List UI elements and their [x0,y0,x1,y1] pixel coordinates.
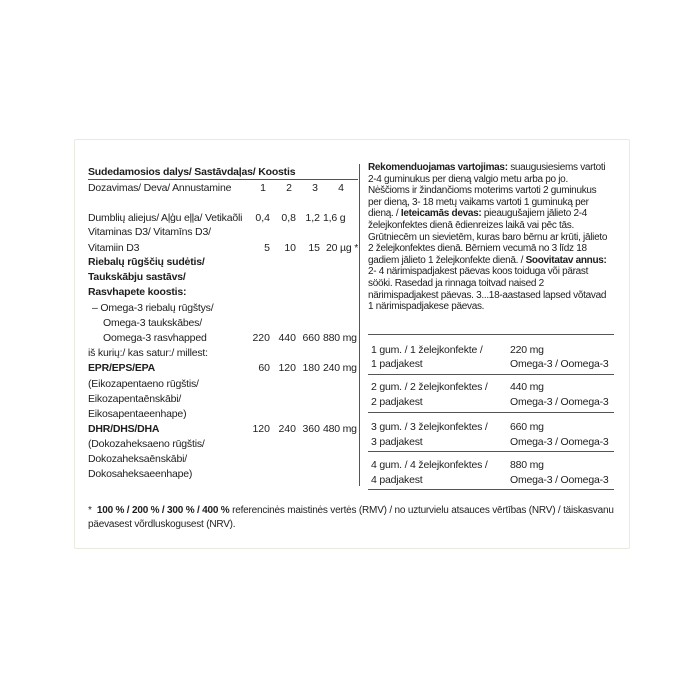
omega3-val-2: 440 [278,332,296,344]
footnote-text: referencinės maistinės vertės (RMV) / no uzturvielu atsauces vērtības (NRV) / täiskasvanu päevasest võrdluskogusest (NRV). [88,505,614,530]
algae-val-4: 1,6 g [323,212,346,224]
omega3-val-3: 660 [302,332,320,344]
epa-name-lv: Eikozapentaēnskābi/ [88,393,182,405]
fatty-acids-label-et: Rasvhapete koostis: [88,286,187,298]
vitd-val-3: 15 [308,242,320,254]
footnote-star: * [88,505,92,516]
recommend-heading-lv: Ieteicamās devas: [400,208,482,220]
dha-name-lt: (Dokozaheksaeno rūgštis/ [88,438,205,450]
dose-row-2-type: Omega-3 / Oomega-3 [510,396,609,408]
epa-label: EPR/EPS/EPA [88,362,156,374]
vitamin-d3-label-et: Vitamiin D3 [88,242,140,254]
dha-label: DHR/DHS/DHA [88,423,160,435]
epa-val-2: 120 [278,362,296,374]
dose-col-3: 3 [312,182,318,194]
dose-label: Dozavimas/ Deva/ Annustamine [88,182,232,194]
dha-name-lv: Dokozaheksaēnskābi/ [88,453,187,465]
omega3-label-lt: – Omega-3 riebalų rūgštys/ [92,302,214,314]
omega3-label-lv: Omega-3 taukskābes/ [103,317,202,329]
dose-col-2: 2 [286,182,292,194]
fatty-acids-label-lt: Riebalų rūgščių sudėtis/ [88,256,205,268]
fatty-acids-label-lv: Taukskābju sastāvs/ [88,271,186,283]
dose-row-1-type: Omega-3 / Oomega-3 [510,358,609,370]
dose-table-bottom-rule [368,489,614,490]
dose-row-3-type: Omega-3 / Oomega-3 [510,436,609,448]
dose-row-2-amount: 440 mg [510,381,544,393]
algae-oil-label: Dumblių aliejus/ Aļģu eļļa/ Vetikaõli [88,212,243,224]
vitd-val-2: 10 [284,242,296,254]
title-divider [88,179,358,180]
algae-val-1: 0,4 [255,212,270,224]
dose-row-4-pads: 4 padjakest [371,474,423,486]
dose-row-3-rule [368,451,614,452]
dha-val-3: 360 [302,423,320,435]
dha-val-1: 120 [252,423,270,435]
dha-name-et: Dokosaheksaeenhape) [88,468,193,480]
recommended-use-text [368,162,610,313]
dose-row-4-amount: 880 mg [510,459,544,471]
dose-row-3-amount: 660 mg [510,421,544,433]
algae-val-3: 1,2 [305,212,320,224]
dose-row-2-rule [368,412,614,413]
epa-val-3: 180 [302,362,320,374]
algae-val-2: 0,8 [281,212,296,224]
dha-val-4: 480 mg [323,423,357,435]
epa-name-lt: (Eikozapentaeno rūgštis/ [88,378,199,390]
recommend-heading-et: Soovitatav annus: [525,254,607,266]
vitd-val-1: 5 [264,242,270,254]
dose-row-1-amount: 220 mg [510,344,544,356]
dose-row-2-qty: 2 gum. / 2 želejkonfektes / [371,381,488,393]
of-which-label: iš kurių:/ kas satur:/ millest: [88,347,208,359]
epa-val-4: 240 mg [323,362,357,374]
dose-row-2-pads: 2 padjakest [371,396,423,408]
dose-col-1: 1 [260,182,266,194]
ingredients-title: Sudedamosios dalys/ Sastāvdaļas/ Koostis [88,166,296,178]
vitamin-d3-label: Vitaminas D3/ Vitamīns D3/ [88,226,211,238]
omega3-val-1: 220 [252,332,270,344]
dose-row-3-qty: 3 gum. / 3 želejkonfektes / [371,421,488,433]
epa-name-et: Eikosapentaeenhape) [88,408,187,420]
dose-row-1-qty: 1 gum. / 1 želejkonfekte / [371,344,483,356]
dose-row-1-pads: 1 padjakest [371,358,423,370]
footnote [88,504,618,532]
dha-val-2: 240 [278,423,296,435]
vitd-val-4: 20 µg * [326,242,359,254]
recommend-text-lt: suaugusiesiems vartoti 2-4 guminukus per dieną valgio metu arba po jo. Nėščioms ir žindančioms moterims vartoti 2 guminukus per dieną, 3- 18 metų vaikams vartoti 1 guminuką per dieną. / [368,162,606,220]
epa-val-1: 60 [258,362,270,374]
omega3-val-4: 880 mg [323,332,357,344]
omega3-label-et: Oomega-3 rasvhapped [103,332,207,344]
dose-row-1-rule [368,374,614,375]
dose-row-3-pads: 3 padjakest [371,436,423,448]
dose-table-top-rule [368,334,614,335]
dose-col-4: 4 [338,182,344,194]
column-divider [359,164,360,486]
footnote-percentages: 100 % / 200 % / 300 % / 400 % [96,505,230,516]
dose-row-4-type: Omega-3 / Oomega-3 [510,474,609,486]
dose-row-4-qty: 4 gum. / 4 želejkonfektes / [371,459,488,471]
recommend-text-lv: pieaugušajiem jālieto 2-4 želejkonfektes dienā ēdienreizes laikā vai pēc tās. Grūtniecēm un sievietēm, kuras baro bērnu ar krūti, jālieto 2 želejkonfektes dienā. Bērniem vecumā no 3 līdz 18 gadiem jālieto 1 želejkonfekte dienā. / [368,208,608,266]
recommend-text-et: 2- 4 närimispadjakest päevas koos toiduga või pärast sööki. Rasedad ja rinnaga toitvad naised 2 närimispadjakest päevas. 3...18-aastased lapsed võtavad 1 närimispadjakese päevas. [368,266,607,313]
recommend-heading-lt: Rekomenduojamas vartojimas: [368,162,508,173]
